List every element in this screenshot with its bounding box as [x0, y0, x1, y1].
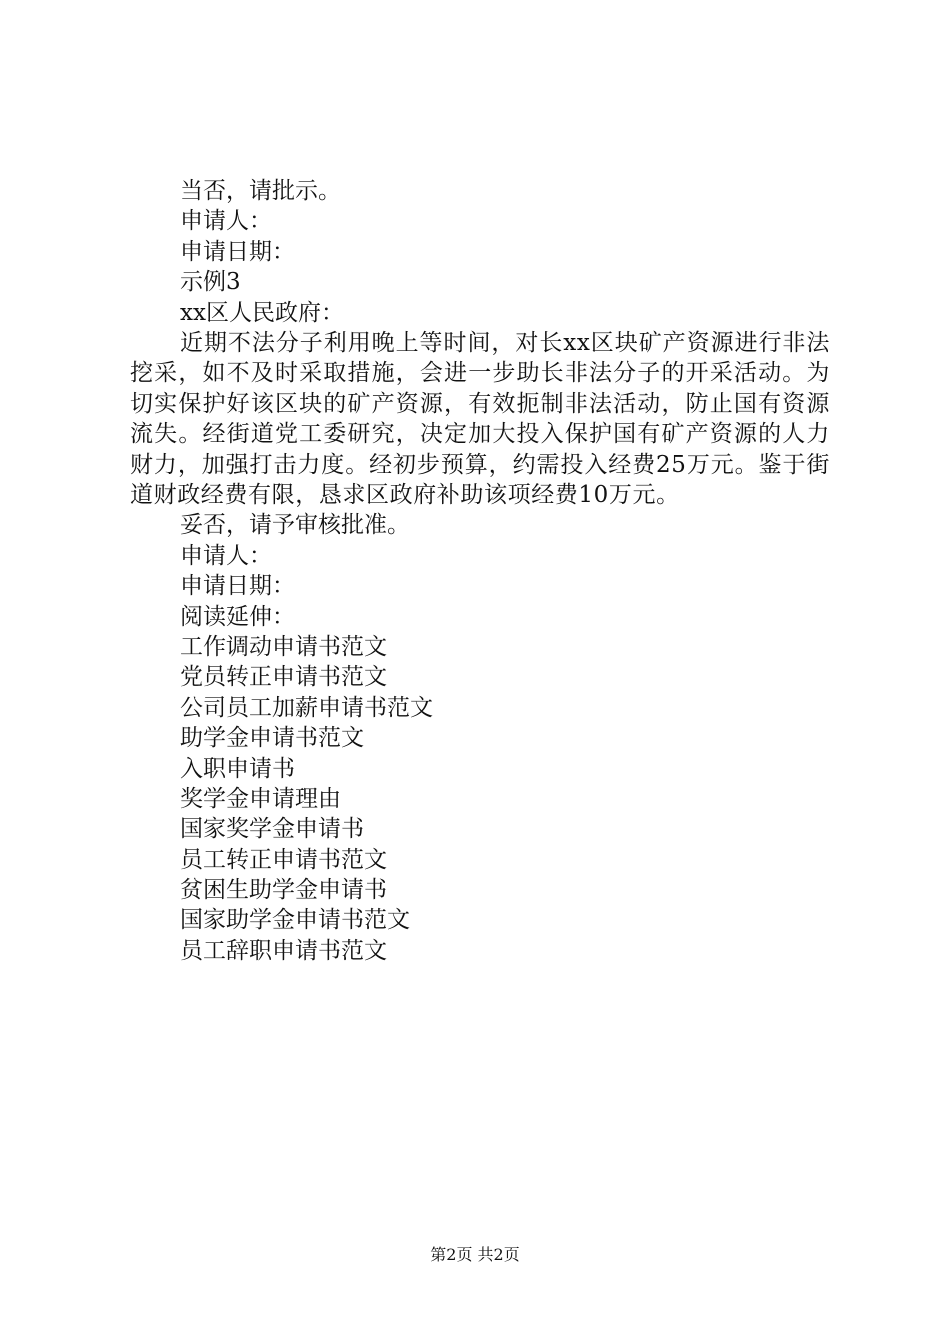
page-number-footer: 第2页 共2页	[430, 1245, 520, 1264]
applicant-label-2: 申请人：	[180, 542, 272, 569]
closing-request-line: 妥否，请予审核批准。	[180, 512, 410, 539]
related-link[interactable]: 公司员工加薪申请书范文	[180, 694, 433, 721]
related-link[interactable]: 工作调动申请书范文	[180, 633, 387, 660]
applicant-label: 申请人：	[180, 208, 272, 235]
example-heading: 示例3	[180, 269, 241, 296]
related-link[interactable]: 国家奖学金申请书	[180, 816, 364, 843]
related-link[interactable]: 员工转正申请书范文	[180, 846, 387, 873]
related-links-list	[130, 632, 830, 966]
closing-line: 当否，请批示。	[180, 178, 341, 204]
related-link[interactable]: 入职申请书	[180, 755, 295, 782]
application-date-label-2: 申请日期：	[180, 573, 295, 600]
body-paragraph: 近期不法分子利用晚上等时间，对长xx区块矿产资源进行非法挖采，如不及时采取措施，会进一步助长非法分子的开采活动。为切实保护好该区块的矿产资源，有效扼制非法活动，防止国有资源流失。经街道党工委研究，决定加大投入保护国有矿产资源的人力财力，加强打击力度。经初步预算，约需投入经费25万元。鉴于街道财政经费有限，恳求区政府补助该项经费10万元。	[130, 329, 830, 508]
related-link[interactable]: 奖学金申请理由	[180, 785, 341, 812]
related-link[interactable]: 员工辞职申请书范文	[180, 937, 387, 964]
related-link[interactable]: 助学金申请书范文	[180, 725, 364, 752]
related-link[interactable]: 贫困生助学金申请书	[180, 877, 387, 904]
further-reading-heading: 阅读延伸：	[180, 603, 295, 630]
addressee: xx区人民政府：	[180, 299, 344, 326]
related-link[interactable]: 党员转正申请书范文	[180, 664, 387, 691]
document-body	[130, 176, 830, 966]
application-date-label: 申请日期：	[180, 238, 295, 265]
related-link[interactable]: 国家助学金申请书范文	[180, 907, 410, 934]
